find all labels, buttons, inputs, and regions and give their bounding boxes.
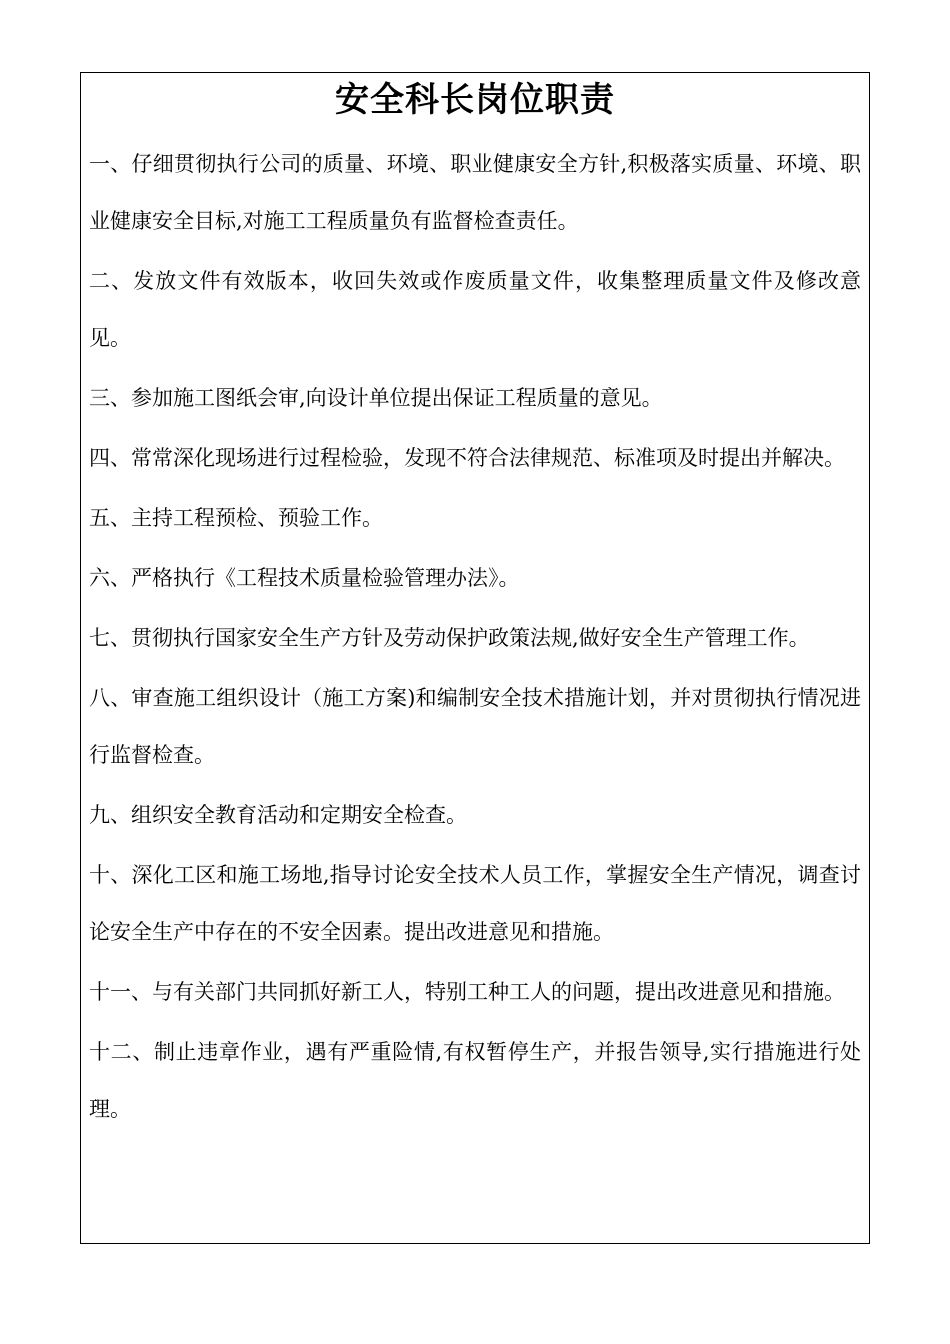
- duties-list: [89, 136, 861, 1141]
- document-title: 安全科长岗位职责: [335, 80, 615, 120]
- duty-item-7: 七、贯彻执行国家安全生产方针及劳动保护政策法规,做好安全生产管理工作。: [89, 626, 810, 650]
- duty-item-4: 四、常常深化现场进行过程检验，发现不符合法律规范、标准项及时提出并解决。: [89, 446, 845, 470]
- duty-item-2: 二、发放文件有效版本，收回失效或作废质量文件，收集整理质量文件及修改意见。: [89, 269, 861, 350]
- duty-item-1: 一、仔细贯彻执行公司的质量、环境、职业健康安全方针,积极落实质量、环境、职业健康安全目标,对施工工程质量负有监督检查责任。: [89, 152, 861, 233]
- duty-item-9: 九、组织安全教育活动和定期安全检查。: [89, 803, 467, 827]
- duty-item-8: 八、审查施工组织设计（施工方案)和编制安全技术措施计划，并对贯彻执行情况进行监督检查。: [89, 686, 861, 767]
- duty-item-5: 五、主持工程预检、预验工作。: [89, 506, 383, 530]
- duty-item-6: 六、严格执行《工程技术质量检验管理办法》。: [89, 566, 520, 590]
- duty-item-10: 十、深化工区和施工场地,指导讨论安全技术人员工作，掌握安全生产情况，调查讨论安全生产中存在的不安全因素。提出改进意见和措施。: [89, 863, 861, 944]
- duty-item-11: 十一、与有关部门共同抓好新工人，特别工种工人的问题，提出改进意见和措施。: [89, 980, 845, 1004]
- duty-item-12: 十二、制止违章作业，遇有严重险情,有权暂停生产，并报告领导,实行措施进行处理。: [89, 1040, 861, 1121]
- duty-item-3: 三、参加施工图纸会审,向设计单位提出保证工程质量的意见。: [89, 386, 663, 410]
